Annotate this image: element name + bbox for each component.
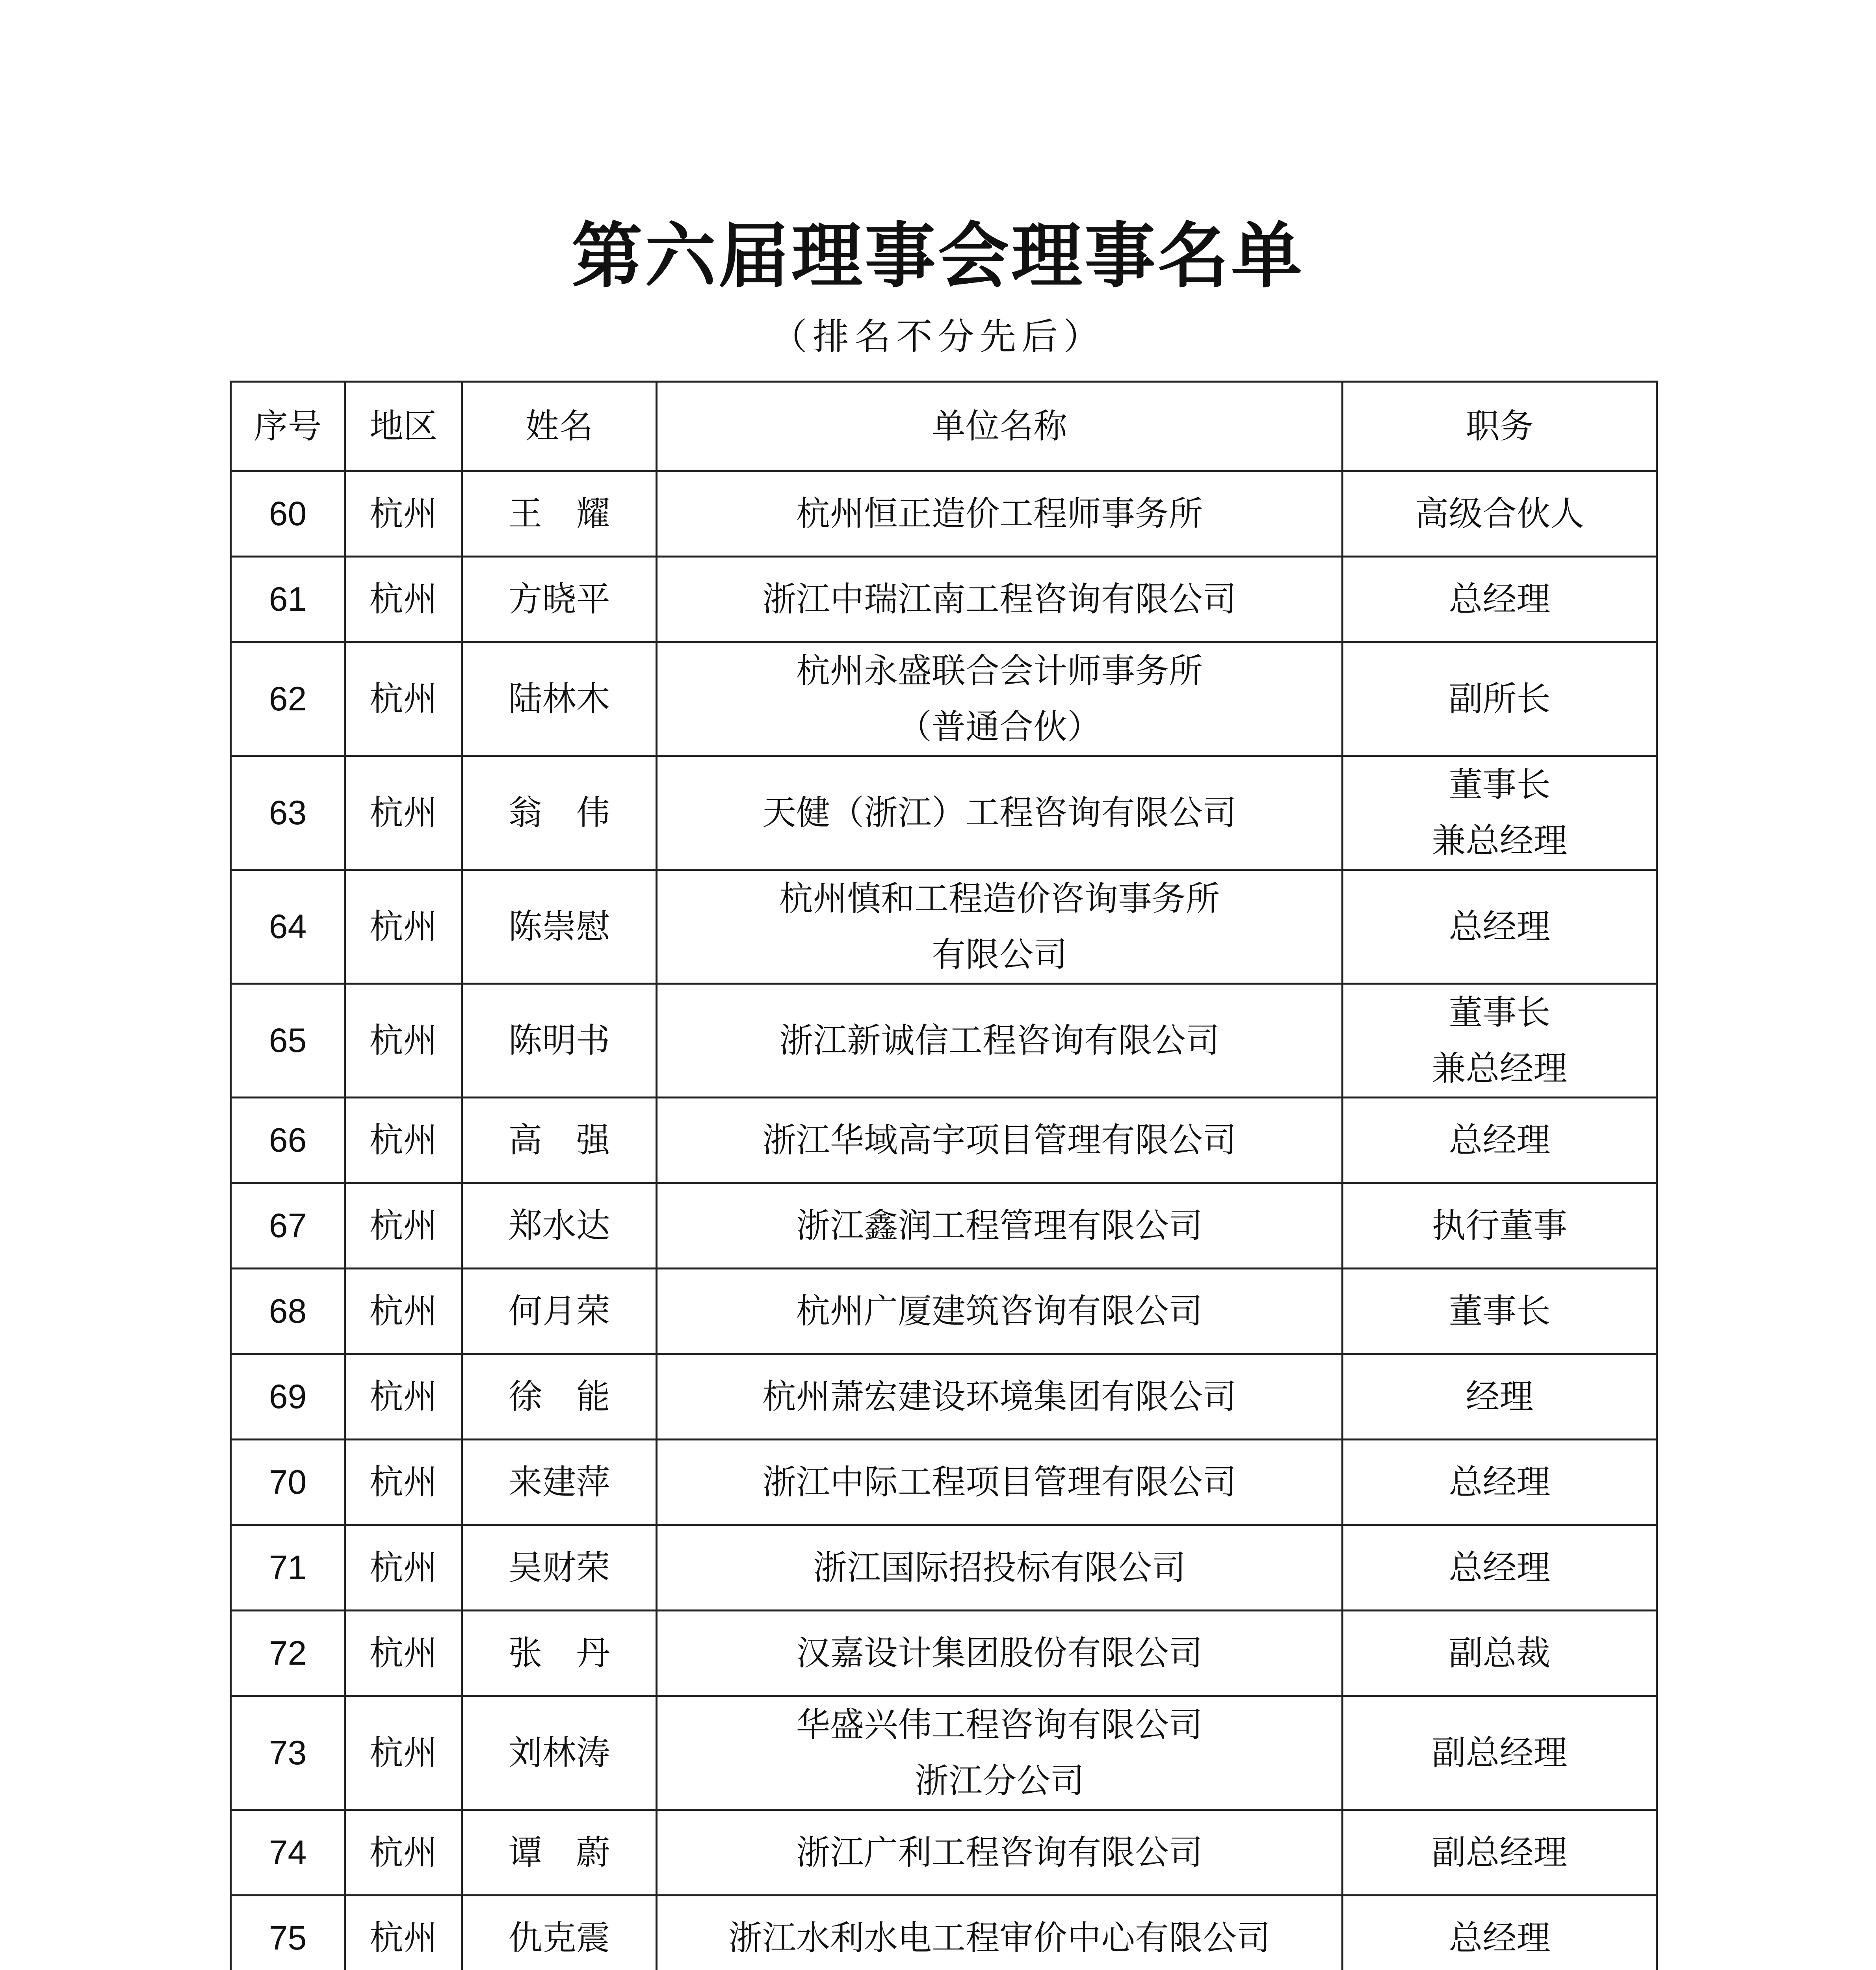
cell-position bbox=[1343, 984, 1657, 1098]
document-subtitle: （排名不分先后） bbox=[771, 316, 1105, 358]
cell-position bbox=[1343, 756, 1657, 870]
cell-position-line: 执行董事 bbox=[1432, 1206, 1568, 1245]
table-row bbox=[231, 756, 1657, 870]
cell-unit-line: 华盛兴伟工程咨询有限公司 bbox=[796, 1705, 1203, 1745]
table-row bbox=[231, 1098, 1657, 1183]
cell-serial: 73 bbox=[231, 1696, 345, 1810]
cell-unit-line: 有限公司 bbox=[932, 935, 1067, 974]
cell-position-line: 副所长 bbox=[1449, 679, 1551, 719]
cell-name: 王 耀 bbox=[462, 471, 657, 557]
cell-position bbox=[1343, 1183, 1657, 1269]
cell-serial: 61 bbox=[231, 557, 345, 642]
cell-unit bbox=[657, 984, 1343, 1098]
cell-position-line: 高级合伙人 bbox=[1415, 494, 1584, 533]
cell-position-line: 总经理 bbox=[1449, 1548, 1551, 1587]
cell-unit-line: 杭州广厦建筑咨询有限公司 bbox=[796, 1292, 1203, 1331]
cell-region: 杭州 bbox=[345, 870, 462, 984]
cell-position bbox=[1343, 471, 1657, 557]
cell-unit bbox=[657, 1269, 1343, 1354]
table-row bbox=[231, 1696, 1657, 1810]
cell-position-line: 副总裁 bbox=[1449, 1634, 1551, 1673]
cell-unit bbox=[657, 471, 1343, 557]
cell-unit-line: 浙江水利水电工程审价中心有限公司 bbox=[728, 1918, 1270, 1958]
cell-unit bbox=[657, 1896, 1343, 1970]
cell-position bbox=[1343, 557, 1657, 642]
cell-unit bbox=[657, 1810, 1343, 1896]
table-row bbox=[231, 1810, 1657, 1896]
cell-unit bbox=[657, 642, 1343, 756]
cell-name: 何月荣 bbox=[462, 1269, 657, 1354]
header-serial: 序号 bbox=[231, 382, 345, 471]
cell-position-line: 兼总经理 bbox=[1432, 821, 1568, 860]
cell-serial: 63 bbox=[231, 756, 345, 870]
cell-unit-line: 杭州恒正造价工程师事务所 bbox=[796, 494, 1203, 533]
cell-position-line: 董事长 bbox=[1449, 993, 1551, 1032]
cell-region: 杭州 bbox=[345, 1269, 462, 1354]
cell-unit bbox=[657, 1611, 1343, 1696]
cell-serial: 72 bbox=[231, 1611, 345, 1696]
cell-position-line: 总经理 bbox=[1449, 907, 1551, 946]
cell-name: 来建萍 bbox=[462, 1440, 657, 1525]
cell-unit bbox=[657, 1354, 1343, 1440]
cell-position bbox=[1343, 1269, 1657, 1354]
council-member-table bbox=[230, 381, 1658, 1970]
cell-region: 杭州 bbox=[345, 1810, 462, 1896]
header-name: 姓名 bbox=[462, 382, 657, 471]
cell-position-line: 副总经理 bbox=[1432, 1833, 1568, 1872]
cell-unit-line: 浙江分公司 bbox=[915, 1761, 1084, 1801]
table-row bbox=[231, 642, 1657, 756]
cell-unit-line: 杭州萧宏建设环境集团有限公司 bbox=[762, 1377, 1237, 1416]
cell-position-line: 总经理 bbox=[1449, 1463, 1551, 1502]
cell-name: 仇克震 bbox=[462, 1896, 657, 1970]
cell-unit-line: 杭州慎和工程造价咨询事务所 bbox=[779, 879, 1220, 918]
cell-position bbox=[1343, 1896, 1657, 1970]
cell-unit bbox=[657, 557, 1343, 642]
cell-name: 郑水达 bbox=[462, 1183, 657, 1269]
cell-position-line: 总经理 bbox=[1449, 580, 1551, 619]
cell-name: 刘林涛 bbox=[462, 1696, 657, 1810]
cell-unit-line: 浙江中际工程项目管理有限公司 bbox=[762, 1463, 1237, 1502]
cell-unit-line: 浙江中瑞江南工程咨询有限公司 bbox=[762, 580, 1237, 619]
cell-serial: 69 bbox=[231, 1354, 345, 1440]
cell-name: 陈崇慰 bbox=[462, 870, 657, 984]
cell-position bbox=[1343, 1696, 1657, 1810]
cell-position-line: 兼总经理 bbox=[1432, 1049, 1568, 1088]
cell-position bbox=[1343, 1810, 1657, 1896]
cell-unit bbox=[657, 1183, 1343, 1269]
cell-unit-line: 浙江广利工程咨询有限公司 bbox=[796, 1833, 1203, 1872]
table-row bbox=[231, 870, 1657, 984]
cell-position bbox=[1343, 1354, 1657, 1440]
cell-position bbox=[1343, 1440, 1657, 1525]
cell-position-line: 董事长 bbox=[1449, 765, 1551, 805]
cell-serial: 71 bbox=[231, 1525, 345, 1611]
table-body bbox=[231, 471, 1657, 1970]
header-region: 地区 bbox=[345, 382, 462, 471]
cell-region: 杭州 bbox=[345, 642, 462, 756]
cell-name: 陆林木 bbox=[462, 642, 657, 756]
header-unit: 单位名称 bbox=[657, 382, 1343, 471]
cell-unit-line: 浙江华域高宇项目管理有限公司 bbox=[762, 1121, 1237, 1160]
cell-region: 杭州 bbox=[345, 984, 462, 1098]
cell-region: 杭州 bbox=[345, 1611, 462, 1696]
cell-position bbox=[1343, 1611, 1657, 1696]
cell-unit-line: 天健（浙江）工程咨询有限公司 bbox=[762, 793, 1237, 833]
cell-unit bbox=[657, 1696, 1343, 1810]
cell-unit-line: 杭州永盛联合会计师事务所 bbox=[796, 651, 1203, 691]
table-row bbox=[231, 471, 1657, 557]
cell-position bbox=[1343, 870, 1657, 984]
cell-name: 谭 蔚 bbox=[462, 1810, 657, 1896]
table-row bbox=[231, 1440, 1657, 1525]
cell-serial: 74 bbox=[231, 1810, 345, 1896]
cell-unit-line: 汉嘉设计集团股份有限公司 bbox=[796, 1634, 1203, 1673]
cell-name: 翁 伟 bbox=[462, 756, 657, 870]
table-row bbox=[231, 1183, 1657, 1269]
cell-name: 高 强 bbox=[462, 1098, 657, 1183]
cell-region: 杭州 bbox=[345, 1354, 462, 1440]
cell-region: 杭州 bbox=[345, 756, 462, 870]
cell-unit bbox=[657, 756, 1343, 870]
cell-unit bbox=[657, 870, 1343, 984]
cell-position bbox=[1343, 1098, 1657, 1183]
cell-position bbox=[1343, 642, 1657, 756]
cell-serial: 70 bbox=[231, 1440, 345, 1525]
cell-serial: 75 bbox=[231, 1896, 345, 1970]
cell-name: 吴财荣 bbox=[462, 1525, 657, 1611]
cell-serial: 67 bbox=[231, 1183, 345, 1269]
table-row bbox=[231, 1525, 1657, 1611]
cell-region: 杭州 bbox=[345, 557, 462, 642]
cell-region: 杭州 bbox=[345, 1440, 462, 1525]
cell-name: 张 丹 bbox=[462, 1611, 657, 1696]
cell-position bbox=[1343, 1525, 1657, 1611]
cell-region: 杭州 bbox=[345, 1896, 462, 1970]
cell-unit bbox=[657, 1525, 1343, 1611]
cell-unit-line: 浙江国际招投标有限公司 bbox=[813, 1548, 1186, 1587]
cell-unit bbox=[657, 1098, 1343, 1183]
cell-position-line: 经理 bbox=[1466, 1377, 1534, 1416]
cell-serial: 68 bbox=[231, 1269, 345, 1354]
table-row bbox=[231, 1611, 1657, 1696]
table-header-row bbox=[231, 382, 1657, 471]
cell-region: 杭州 bbox=[345, 1183, 462, 1269]
table-row bbox=[231, 1354, 1657, 1440]
cell-region: 杭州 bbox=[345, 1525, 462, 1611]
cell-position-line: 董事长 bbox=[1449, 1292, 1551, 1331]
cell-unit bbox=[657, 1440, 1343, 1525]
cell-name: 徐 能 bbox=[462, 1354, 657, 1440]
header-position: 职务 bbox=[1343, 382, 1657, 471]
table-row bbox=[231, 1896, 1657, 1970]
document-title: 第六届理事会理事名单 bbox=[571, 214, 1304, 297]
cell-serial: 60 bbox=[231, 471, 345, 557]
cell-region: 杭州 bbox=[345, 1098, 462, 1183]
cell-serial: 62 bbox=[231, 642, 345, 756]
cell-position-line: 总经理 bbox=[1449, 1918, 1551, 1958]
table-row bbox=[231, 557, 1657, 642]
cell-position-line: 总经理 bbox=[1449, 1121, 1551, 1160]
cell-unit-line: 浙江新诚信工程咨询有限公司 bbox=[779, 1021, 1220, 1060]
cell-serial: 64 bbox=[231, 870, 345, 984]
cell-region: 杭州 bbox=[345, 471, 462, 557]
cell-name: 陈明书 bbox=[462, 984, 657, 1098]
cell-unit-line: （普通合伙） bbox=[898, 707, 1101, 747]
cell-serial: 65 bbox=[231, 984, 345, 1098]
cell-serial: 66 bbox=[231, 1098, 345, 1183]
table-row bbox=[231, 984, 1657, 1098]
cell-name: 方晓平 bbox=[462, 557, 657, 642]
table-row bbox=[231, 1269, 1657, 1354]
cell-unit-line: 浙江鑫润工程管理有限公司 bbox=[796, 1206, 1203, 1245]
cell-region: 杭州 bbox=[345, 1696, 462, 1810]
cell-position-line: 副总经理 bbox=[1432, 1733, 1568, 1773]
